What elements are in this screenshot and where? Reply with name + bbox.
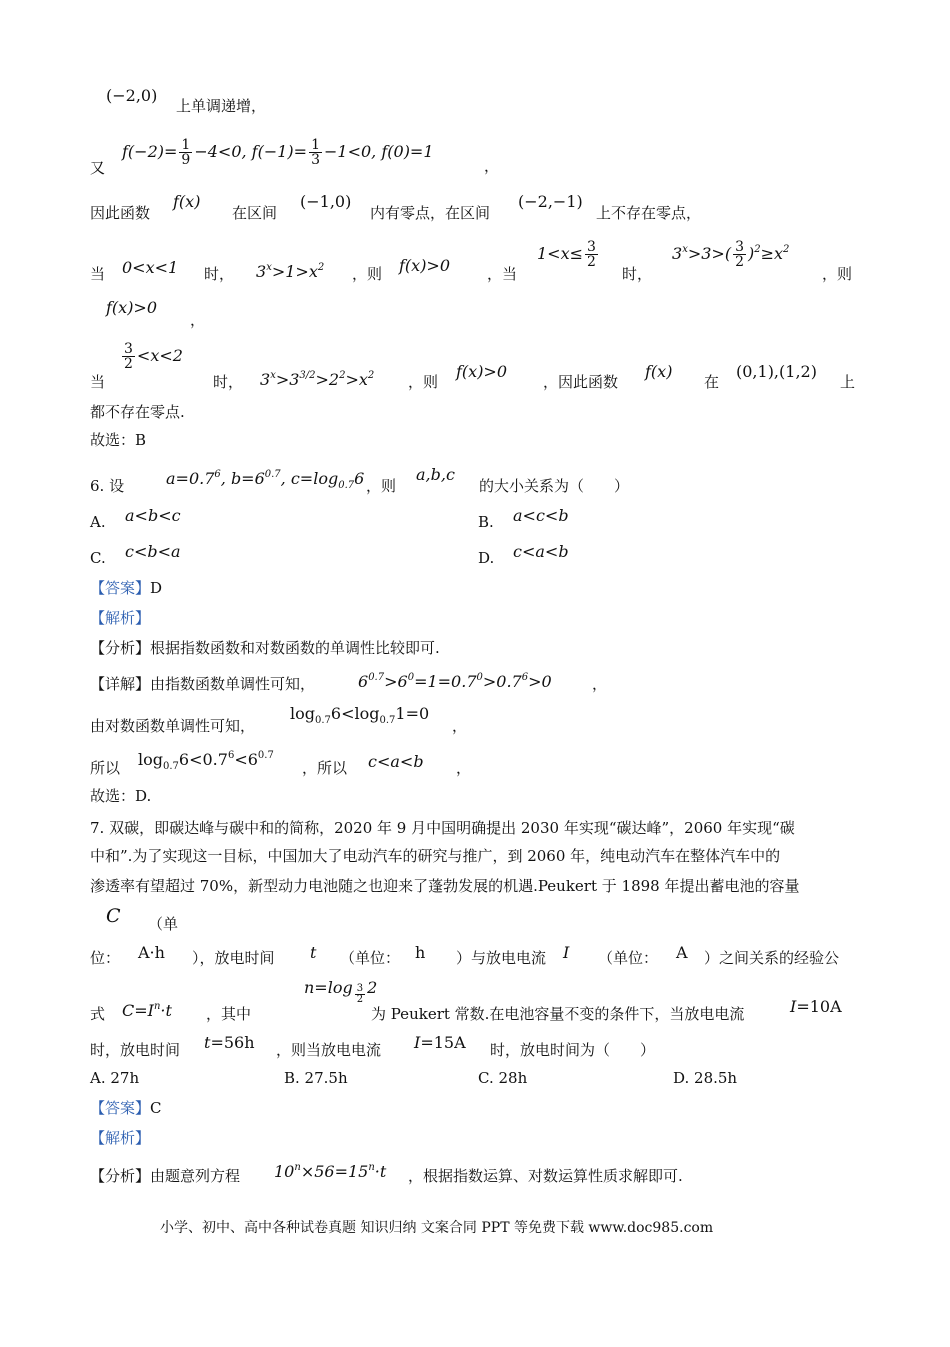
punct: ， xyxy=(190,311,206,329)
option-d-label: D. xyxy=(478,549,495,567)
analysis-tag: 【解析】 xyxy=(90,609,151,627)
option-c-label: C. xyxy=(90,549,106,567)
option-b: B. 27.5h xyxy=(284,1069,348,1087)
formula: c<a<b xyxy=(368,752,424,771)
formula: $10^n\times 56=15^n\cdot t$ xyxy=(274,1162,387,1181)
interval-math: (−2,0) xyxy=(106,86,158,105)
fenxi-tag: 【分析】 xyxy=(90,639,151,657)
formula: $3^x>1>x^2$ xyxy=(256,262,325,281)
text-line: ，则 xyxy=(822,265,853,283)
option-a-label: A. xyxy=(90,513,106,531)
formula: $\log_{0.7}6<\log_{0.7}1=0$ xyxy=(290,704,430,726)
text-line: ，因此函数 xyxy=(543,373,619,391)
text-line: （单 xyxy=(148,915,179,933)
text-line: ），放电时间 xyxy=(192,949,275,967)
text-line: ，则 xyxy=(366,477,397,495)
formula: f(x) xyxy=(173,192,201,211)
formula: C xyxy=(106,905,121,927)
formula: n=log $_{\frac{3}{2}}$ 2 xyxy=(304,978,378,1005)
text-line: ，根据指数运算、对数运算性质求解即可. xyxy=(408,1167,683,1185)
text-line: 故选：D. xyxy=(90,787,152,805)
text-line: 上不存在零点， xyxy=(596,204,702,222)
formula: I xyxy=(563,943,570,962)
text-line: （单位： xyxy=(340,949,401,967)
text-line: 内有零点，在区间 xyxy=(370,204,491,222)
text-line: 由对数函数单调性可知， xyxy=(90,717,256,735)
xiangjie-text: 由指数函数单调性可知， xyxy=(150,675,316,693)
text-line: 时， xyxy=(204,265,235,283)
detail-text xyxy=(90,674,315,694)
text-line: ）与放电电流 xyxy=(456,949,547,967)
formula: f(−2)= $\frac{1}{9}$ −4<0, f(−1)= $\frac{1}{3}$ −1<0, f(0)=1 xyxy=(122,137,434,168)
formula: A·h xyxy=(138,943,165,962)
option-a: A. 27h xyxy=(90,1069,140,1087)
answer-value: D xyxy=(150,579,163,597)
punct: ， xyxy=(592,675,608,693)
formula: $\log_{0.7}6<0.7^6<6^{0.7}$ xyxy=(138,750,274,772)
formula: $\frac{3}{2}$ <x<2 xyxy=(124,341,183,372)
fenxi-text: 由题意列方程 xyxy=(150,1167,241,1185)
answer-tag: 【答案】 xyxy=(90,1099,151,1117)
formula: f(x)>0 xyxy=(399,256,451,275)
text-line: 为 Peukert 常数.在电池容量不变的条件下，当放电电流 xyxy=(371,1005,745,1023)
text-line: ，所以 xyxy=(302,759,348,777)
text-line: 上单调递增， xyxy=(176,97,267,115)
text-line: 时，放电时间 xyxy=(90,1041,181,1059)
answer-tag: 【答案】 xyxy=(90,579,151,597)
text-line: 上 xyxy=(840,373,856,391)
option-d: D. 28.5h xyxy=(673,1069,738,1087)
text-line: 在区间 xyxy=(232,204,278,222)
analysis-tag: 【解析】 xyxy=(90,1129,151,1147)
text-line: 当 xyxy=(90,373,106,391)
text-line: ，当 xyxy=(487,265,518,283)
option-b-label: B. xyxy=(478,513,494,531)
text-line: 所以 xyxy=(90,759,121,777)
option-c: C. 28h xyxy=(478,1069,528,1087)
formula: $3^x>3>$( $\frac{3}{2}$ )$^2\ge x^2$ xyxy=(672,239,790,270)
text-line: 时，放电时间为（ ） xyxy=(490,1041,656,1059)
text-line: ，则 xyxy=(352,265,383,283)
formula: $3^x>3^{3/2}>2^2>x^2$ xyxy=(260,370,375,389)
option-c: c<b<a xyxy=(125,542,181,561)
xiangjie-tag: 【详解】 xyxy=(90,675,151,693)
text-line: 又 xyxy=(90,159,106,177)
answer xyxy=(90,578,162,598)
analysis-text xyxy=(90,638,440,658)
text-line: 当 xyxy=(90,265,106,283)
option-b: a<c<b xyxy=(513,506,569,525)
punct: ， xyxy=(452,717,468,735)
formula: t xyxy=(310,943,317,962)
text-line: 位： xyxy=(90,949,121,967)
formula: I=15A xyxy=(414,1033,466,1052)
paragraph-line: 渗透率有望超过 70%，新型动力电池随之也迎来了蓬勃发展的机遇.Peukert 于 1898 年提出蓄电池的容量 xyxy=(90,877,800,895)
formula: (−1,0) xyxy=(300,192,352,211)
text-line: ）之间关系的经验公 xyxy=(704,949,840,967)
analysis-text xyxy=(90,1166,240,1186)
text-line: 的大小关系为（ ） xyxy=(479,477,630,495)
punct: ， xyxy=(456,759,472,777)
text-line: ，其中 xyxy=(206,1005,252,1023)
text-line: 在 xyxy=(704,373,720,391)
formula: t=56h xyxy=(204,1033,255,1052)
formula: $6^{0.7}>6^0=1=0.7^0>0.7^6>0$ xyxy=(358,672,552,691)
formula: (0,1),(1,2) xyxy=(736,362,817,381)
text-line: 时， xyxy=(213,373,244,391)
formula: $a=0.7^6$, $b=6^{0.7}$, $c=\log_{0.7}6$ xyxy=(166,469,365,491)
formula: f(x)>0 xyxy=(106,298,158,317)
formula: f(x) xyxy=(645,362,673,381)
punct: ， xyxy=(484,157,500,175)
paragraph-line: 中和”.为了实现这一目标，中国加大了电动汽车的研究与推广，到 2060 年，纯电动汽车在整体汽车中的 xyxy=(90,847,781,865)
text-line: 都不存在零点. xyxy=(90,403,185,421)
text-line: （单位： xyxy=(598,949,659,967)
text-line: 故选：B xyxy=(90,431,147,449)
text-line: ，则 xyxy=(408,373,439,391)
formula: (−2,−1) xyxy=(518,192,583,211)
text-line: 式 xyxy=(90,1005,106,1023)
option-d: c<a<b xyxy=(513,542,569,561)
page-footer: 小学、初中、高中各种试卷真题 知识归纳 文案合同 PPT 等免费下载 www.doc985.com xyxy=(160,1220,714,1236)
formula: $C=I^n\cdot t$ xyxy=(122,1001,172,1020)
answer xyxy=(90,1098,162,1118)
option-a: a<b<c xyxy=(125,506,181,525)
formula: I=10A xyxy=(790,997,842,1016)
fenxi-tag: 【分析】 xyxy=(90,1167,151,1185)
fenxi-text: 根据指数函数和对数函数的单调性比较即可. xyxy=(150,639,440,657)
question-number: 6. 设 xyxy=(90,477,125,495)
formula: h xyxy=(415,943,426,962)
formula: 0<x<1 xyxy=(122,258,179,277)
answer-value: C xyxy=(150,1099,162,1117)
text-line: 时， xyxy=(622,265,653,283)
formula: a,b,c xyxy=(416,465,455,484)
text-line: ，则当放电电流 xyxy=(276,1041,382,1059)
text-line: 因此函数 xyxy=(90,204,151,222)
formula: 1<x≤ $\frac{3}{2}$ xyxy=(537,239,596,270)
formula: f(x)>0 xyxy=(456,362,508,381)
paragraph-line: 7. 双碳，即碳达峰与碳中和的简称，2020 年 9 月中国明确提出 2030 年实现“碳达峰”，2060 年实现“碳 xyxy=(90,819,795,837)
formula: A xyxy=(676,943,688,962)
